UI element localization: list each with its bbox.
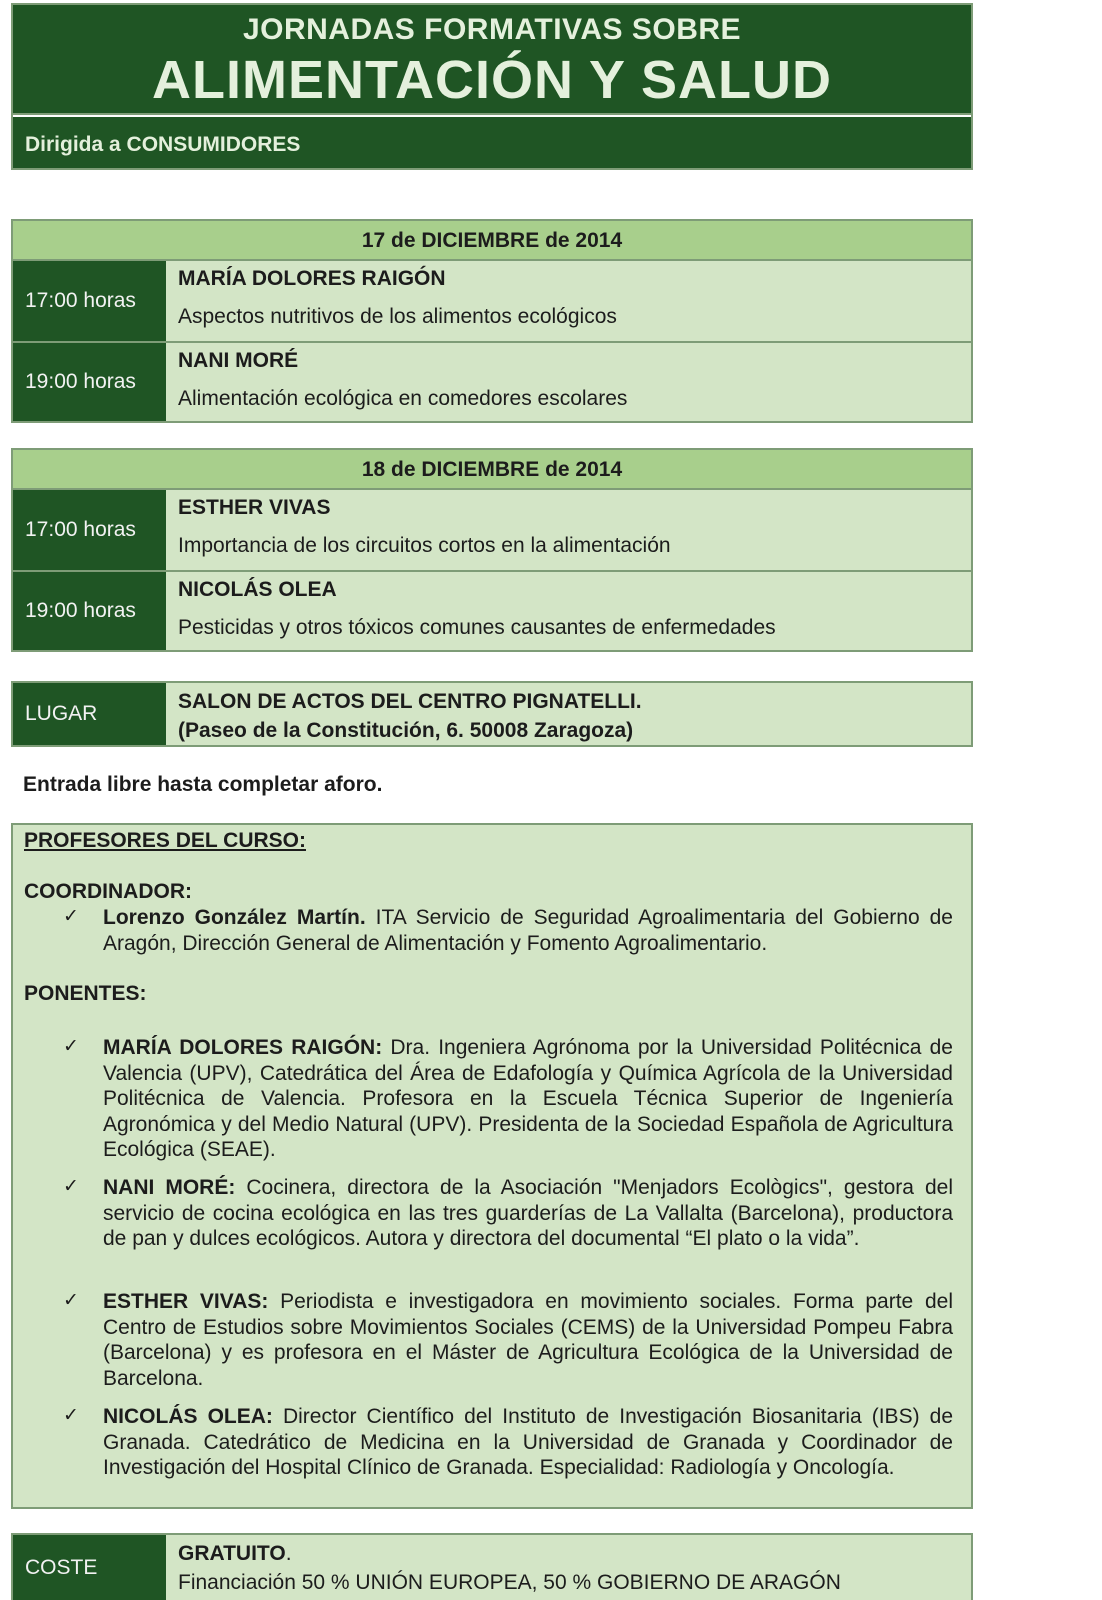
- coordinator-text: [103, 905, 953, 956]
- venue-address: (Paseo de la Constitución, 6. 50008 Zaragoza): [178, 719, 634, 742]
- audience-text: Dirigida a CONSUMIDORES: [25, 133, 301, 156]
- coordinator-item: [63, 905, 953, 956]
- venue-detail: [166, 683, 971, 745]
- session-speaker: ESTHER VIVAS: [178, 496, 331, 519]
- session-speaker: NICOLÁS OLEA: [178, 578, 337, 601]
- coordinator-label: COORDINADOR:: [24, 880, 192, 903]
- title-band: [13, 5, 971, 115]
- cost-value-suffix: .: [285, 1542, 292, 1565]
- cost-value-line: [178, 1539, 959, 1568]
- speaker-item: [63, 1035, 953, 1163]
- session-topic: Importancia de los circuitos cortos en la alimentación: [178, 534, 671, 557]
- session-topic: Aspectos nutritivos de los alimentos ecológicos: [178, 305, 617, 328]
- speaker-text: [103, 1289, 953, 1391]
- venue-name: SALON DE ACTOS DEL CENTRO PIGNATELLI.: [178, 690, 642, 713]
- speaker-bio: Director Científico del Instituto de Investigación Biosanitaria (IBS) de Granada. Catedrático de Medicina en la Universidad de Granada y Coordinador de Investigación del Hospital Clínico de Granada. Especialidad: Radiología y Oncología.: [103, 1405, 953, 1479]
- title-line-1: JORNADAS FORMATIVAS SOBRE: [242, 13, 742, 46]
- day-schedule-2: [11, 448, 973, 652]
- cost-value: GRATUITO: [178, 1542, 286, 1565]
- speaker-name: ESTHER VIVAS:: [103, 1290, 269, 1313]
- coordinator-name: Lorenzo González Martín.: [103, 906, 366, 929]
- session-speaker: MARÍA DOLORES RAIGÓN: [178, 267, 446, 290]
- session-row: [13, 341, 971, 421]
- check-icon: ✓: [63, 1036, 79, 1057]
- speaker-bio: Cocinera, directora de la Asociación "Menjadors Ecològics", gestora del servicio de cocina ecológica en las tres guarderías de La Vallalta (Barcelona), productora de pan y dulces ecológicos. Autora y directora del documental “El plato o la vida”.: [103, 1176, 953, 1250]
- speaker-item: [63, 1404, 953, 1481]
- session-time: 17:00 horas: [13, 490, 166, 570]
- session-detail: [166, 343, 971, 421]
- session-row: [13, 570, 971, 650]
- session-time: 19:00 horas: [13, 572, 166, 650]
- speakers-label: PONENTES:: [24, 982, 147, 1005]
- cost-box: [11, 1533, 973, 1600]
- check-icon: ✓: [63, 1405, 79, 1426]
- session-row: [13, 261, 971, 341]
- audience-band: [13, 117, 971, 168]
- speaker-name: MARÍA DOLORES RAIGÓN:: [103, 1036, 383, 1059]
- speaker-bio: Periodista e investigadora en movimiento sociales. Forma parte del Centro de Estudios sobre Movimientos Sociales (CEMS) de la Universidad Pompeu Fabra (Barcelona) y es profesora en el Máster de Agricultura Ecológica de la Universidad de Barcelona.: [103, 1290, 953, 1390]
- speaker-item: [63, 1289, 953, 1391]
- coordinator-desc: ITA Servicio de Seguridad Agroalimentaria del Gobierno de Aragón, Dirección General de Alimentación y Fomento Agroalimentario.: [103, 906, 953, 955]
- teachers-heading: PROFESORES DEL CURSO:: [24, 829, 306, 852]
- session-time: 17:00 horas: [13, 261, 166, 341]
- cost-label: COSTE: [13, 1535, 166, 1600]
- speaker-item: [63, 1175, 953, 1252]
- venue-box: [11, 681, 973, 747]
- cost-detail: [166, 1535, 971, 1600]
- venue-label: LUGAR: [13, 683, 166, 745]
- day-date: 17 de DICIEMBRE de 2014: [13, 221, 971, 261]
- check-icon: ✓: [63, 1290, 79, 1311]
- day-date: 18 de DICIEMBRE de 2014: [13, 450, 971, 490]
- teachers-section: [11, 823, 973, 1509]
- session-time: 19:00 horas: [13, 343, 166, 421]
- entry-note: Entrada libre hasta completar aforo.: [23, 773, 383, 796]
- check-icon: ✓: [63, 906, 79, 927]
- session-detail: [166, 261, 971, 341]
- day-schedule-1: [11, 219, 973, 423]
- session-row: [13, 490, 971, 570]
- check-icon: ✓: [63, 1176, 79, 1197]
- speaker-bio: Dra. Ingeniera Agrónoma por la Universidad Politécnica de Valencia (UPV), Catedrática del Área de Edafología y Química Agrícola de la Universidad Politécnica de Valencia. Profesora en la Escuela Técnica Superior de Ingeniería Agronómica y del Medio Natural (UPV). Presidenta de la Sociedad Española de Agricultura Ecológica (SEAE).: [103, 1036, 953, 1161]
- header-banner: [11, 3, 973, 170]
- speaker-name: NANI MORÉ:: [103, 1176, 236, 1199]
- speaker-text: [103, 1035, 953, 1163]
- cost-financing: Financiación 50 % UNIÓN EUROPEA, 50 % GOBIERNO DE ARAGÓN: [178, 1571, 841, 1594]
- session-topic: Alimentación ecológica en comedores escolares: [178, 387, 628, 410]
- session-topic: Pesticidas y otros tóxicos comunes causantes de enfermedades: [178, 616, 776, 639]
- speaker-name: NICOLÁS OLEA:: [103, 1405, 273, 1428]
- speaker-text: [103, 1175, 953, 1252]
- speaker-text: [103, 1404, 953, 1481]
- session-detail: [166, 490, 971, 570]
- session-speaker: NANI MORÉ: [178, 349, 299, 372]
- session-detail: [166, 572, 971, 650]
- title-line-2: ALIMENTACIÓN Y SALUD: [151, 50, 833, 110]
